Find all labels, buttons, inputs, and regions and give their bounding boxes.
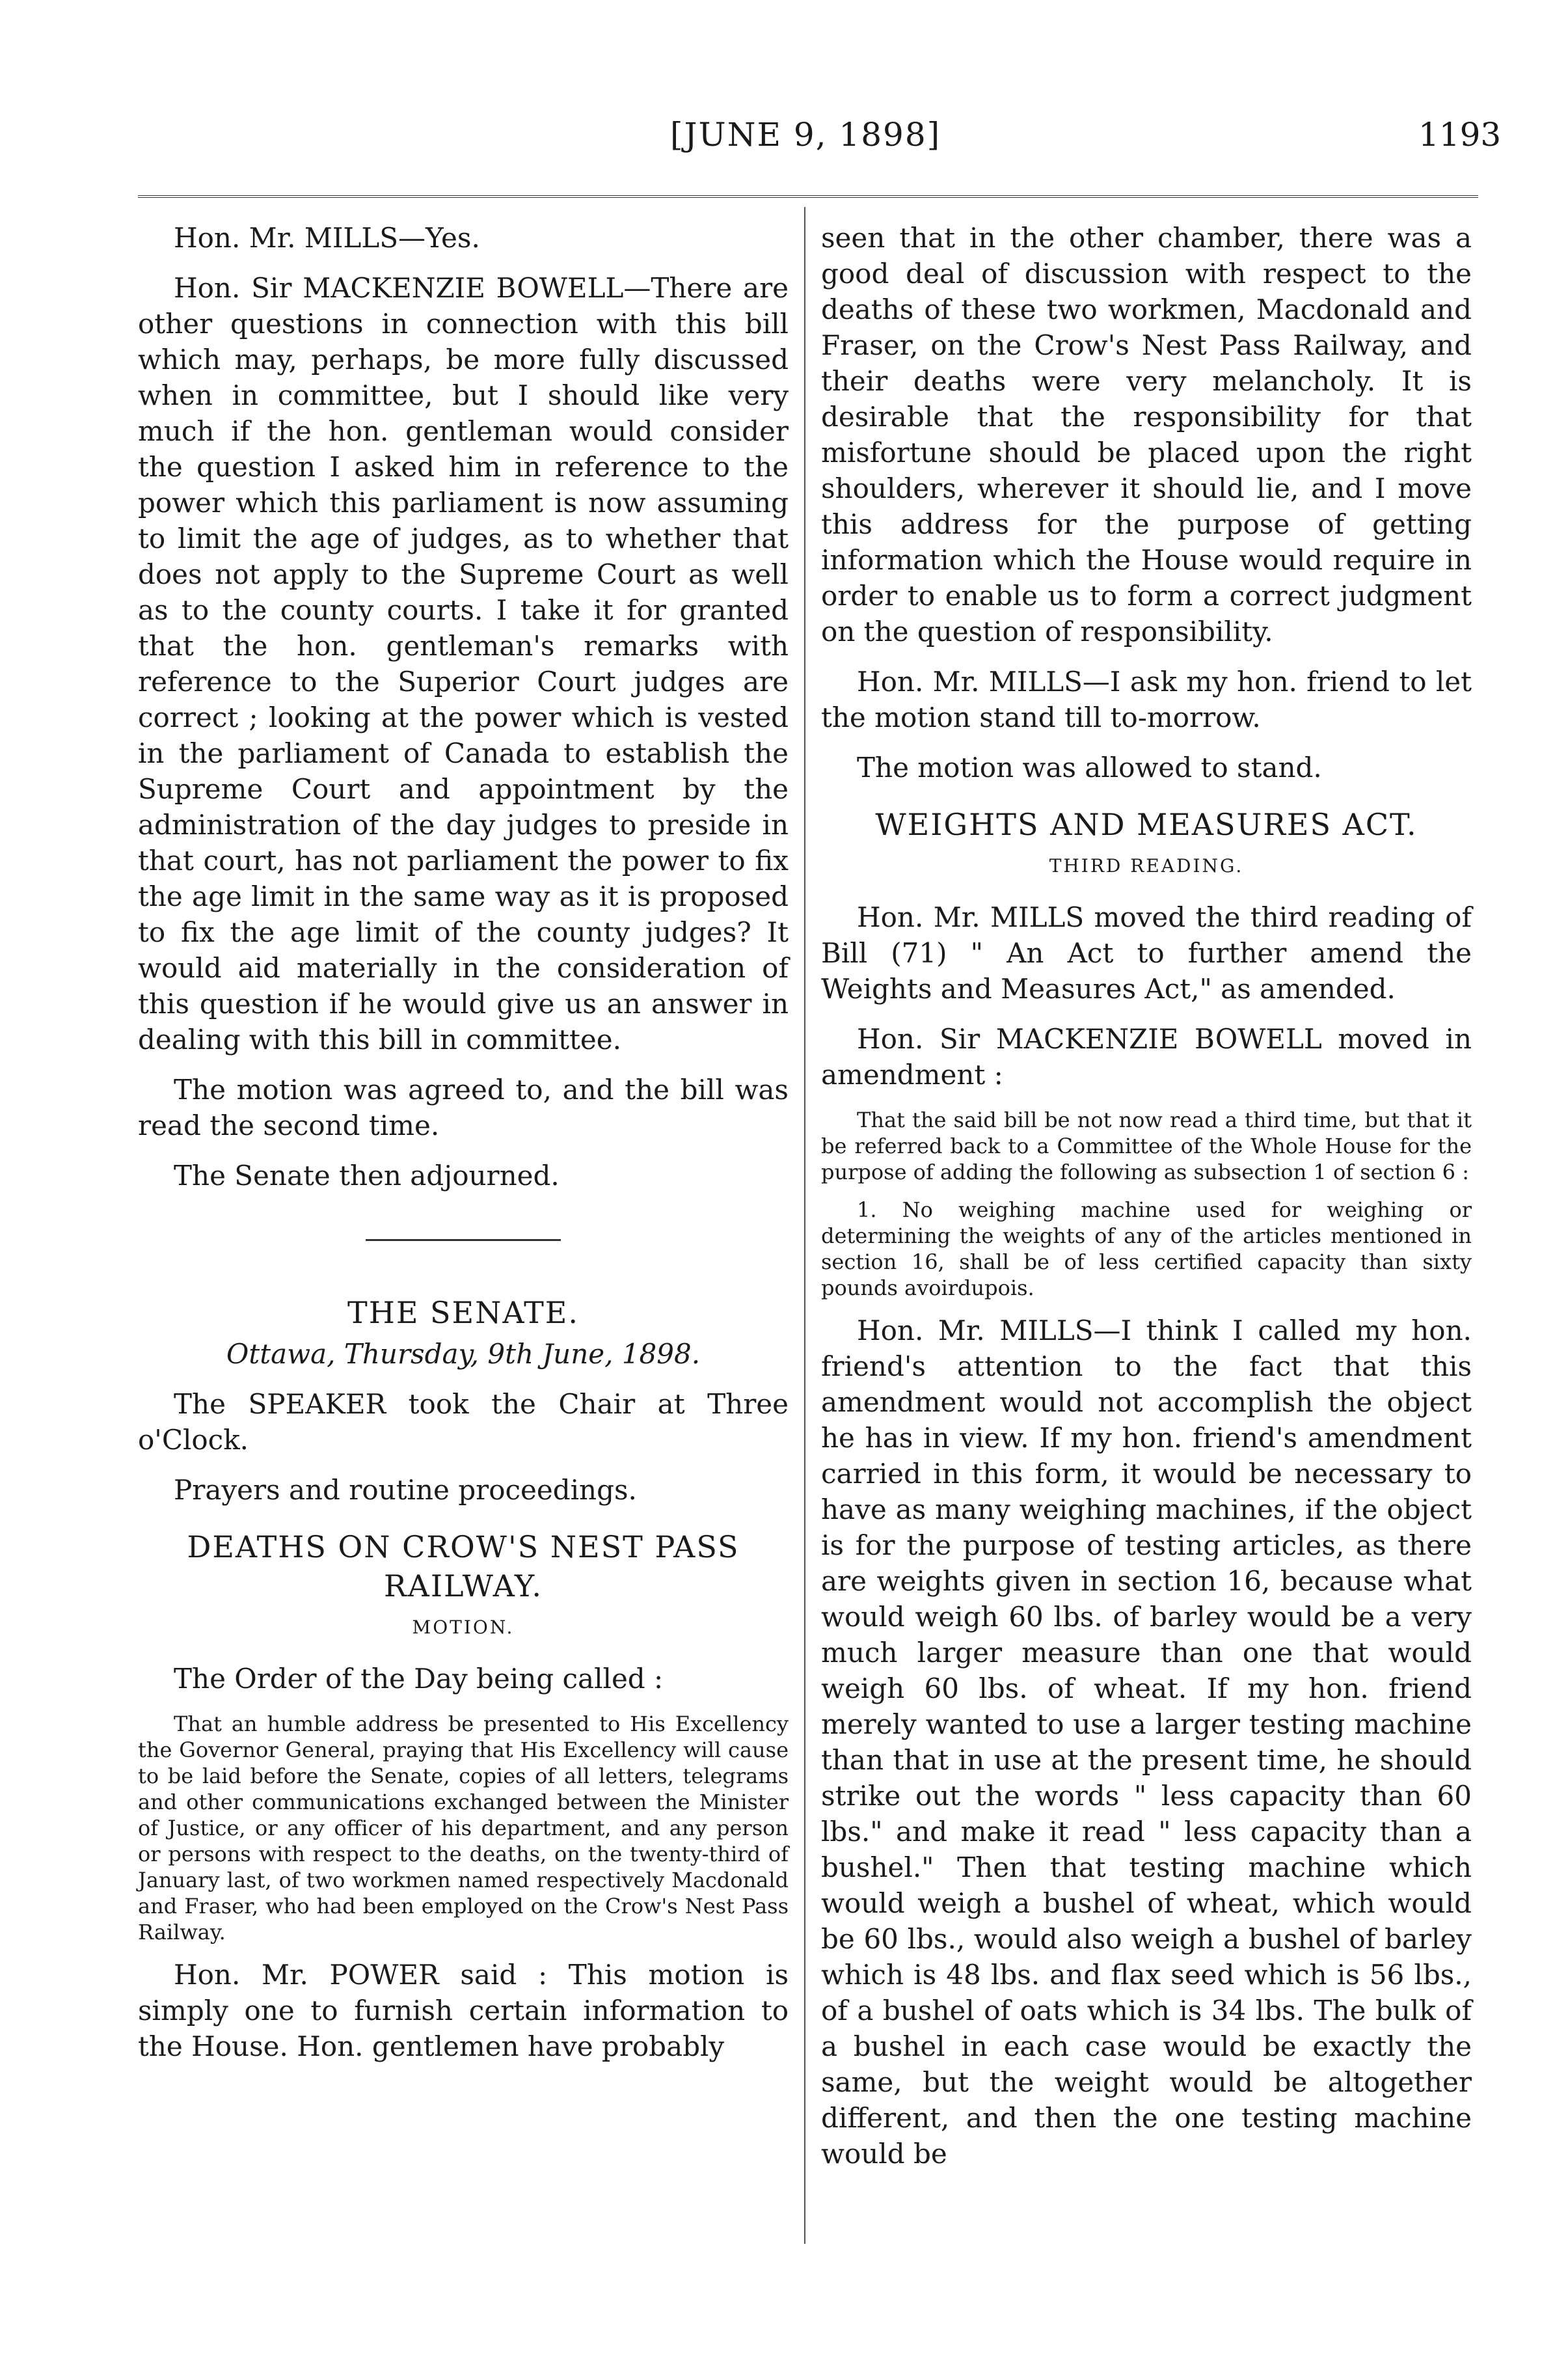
page-number: 1193	[1418, 116, 1502, 154]
section-heading: THE SENATE.	[347, 1295, 579, 1330]
paragraph: Hon. Mr. MILLS—I think I called my hon. friend's attention to the fact that this amendment would not accomplish the object he has in view. If my hon. friend's amendment carried in this form, it would be necessary to have as many weighing machines, if the object is for the purpose of testing articles, as there are weights given in section 16, because what would weigh 60 lbs. of barley would be a very much larger measure than one that would weigh 60 lbs. of wheat. If my hon. friend merely wanted to use a larger testing machine than that in use at the present time, he should strike out the words " less capacity than 60 lbs." and make it read " less capacity than a bushel." Then that testing machine which would weigh a bushel of wheat, which would be 60 lbs., would also weigh a bushel of barley which is 48 lbs. and flax seed which is 56 lbs., of a bushel of oats which is 34 lbs. The bulk of a bushel in each case would be exactly the same, but the weight would be altogether different, and then the one testing machine would be	[821, 1315, 1472, 2170]
paragraph: Hon. Mr. MILLS—I ask my hon. friend to let the motion stand till to-morrow.	[821, 666, 1472, 733]
section-subheading: MOTION.	[412, 1617, 515, 1638]
paragraph: The Senate then adjourned.	[174, 1160, 560, 1192]
paragraph: Hon. Mr. MILLS moved the third reading of Bill (71) " An Act to further amend the Weights and Measures Act," as amended.	[821, 901, 1472, 1005]
section-separator	[366, 1239, 561, 1241]
paragraph: Prayers and routine proceedings.	[174, 1474, 637, 1506]
paragraph: Hon. Mr. MILLS—Yes.	[174, 222, 480, 254]
section-heading: DEATHS ON CROW'S NEST PASS RAILWAY.	[187, 1529, 740, 1603]
paragraph: The motion was allowed to stand.	[857, 752, 1322, 784]
paragraph: Hon. Mr. POWER said : This motion is simply one to furnish certain information to the House. Hon. gentlemen have probably	[138, 1959, 789, 2062]
header-date: [JUNE 9, 1898]	[670, 116, 941, 154]
section-subheading: THIRD READING.	[1049, 855, 1244, 877]
paragraph: seen that in the other chamber, there was a good deal of discussion with respect to the deaths of these two workmen, Macdonald and Fraser, on the Crow's Nest Pass Railway, and their deaths were very melancholy. It is desirable that the responsibility for that misfortune should be placed upon the right shoulders, wherever it should lie, and I move this address for the purpose of getting information which the House would require in order to enable us to form a correct judgment on the question of responsibility.	[821, 222, 1472, 648]
section-heading: WEIGHTS AND MEASURES ACT.	[875, 807, 1418, 842]
left-column	[138, 220, 789, 2079]
page-header	[0, 116, 1568, 168]
header-rule	[138, 195, 1478, 198]
paragraph: The motion was agreed to, and the bill was read the second time.	[138, 1074, 789, 1141]
column-divider	[804, 207, 805, 2244]
quoted-amendment: That the said bill be not now read a third time, but that it be referred back to a Committee of the Whole House for the purpose of adding the following as subsection 1 of section 6 :	[821, 1108, 1472, 1184]
dateline: Ottawa, Thursday, 9th June, 1898.	[226, 1338, 701, 1370]
paragraph: Hon. Sir MACKENZIE BOWELL—There are other questions in connection with this bill which may, perhaps, be more fully discussed when in committee, but I should like very much if the hon. gentleman would consider the question I asked him in reference to the power which this parliament is now assuming to limit the age of judges, as to whether that does not apply to the Supreme Court as well as to the county courts. I take it for granted that the hon. gentleman's remarks with reference to the Superior Court judges are correct ; looking at the power which is vested in the parliament of Canada to establish the Supreme Court and appointment by the administration of the day judges to preside in that court, has not parliament the power to fix the age limit in the same way as it is proposed to fix the age limit of the county judges? It would aid materially in the consideration of this question if he would give us an answer in dealing with this bill in committee.	[138, 272, 789, 1056]
quoted-motion: That an humble address be presented to His Excellency the Governor General, praying that His Excellency will cause to be laid before the Senate, copies of all letters, telegrams and other communications exchanged between the Minister of Justice, or any officer of his department, and any person or persons with respect to the deaths, on the twenty-third of January last, of two workmen named respectively Macdonald and Fraser, who had been employed on the Crow's Nest Pass Railway.	[138, 1712, 789, 1944]
paragraph: The SPEAKER took the Chair at Three o'Clock.	[138, 1388, 789, 1456]
quoted-subsection: 1. No weighing machine used for weighing or determining the weights of any of the articles mentioned in section 16, shall be of less certified capacity than sixty pounds avoirdupois.	[821, 1197, 1472, 1300]
paragraph: Hon. Sir MACKENZIE BOWELL moved in amendment :	[821, 1023, 1472, 1091]
paragraph: The Order of the Day being called :	[174, 1663, 664, 1695]
right-column	[821, 220, 1472, 2186]
